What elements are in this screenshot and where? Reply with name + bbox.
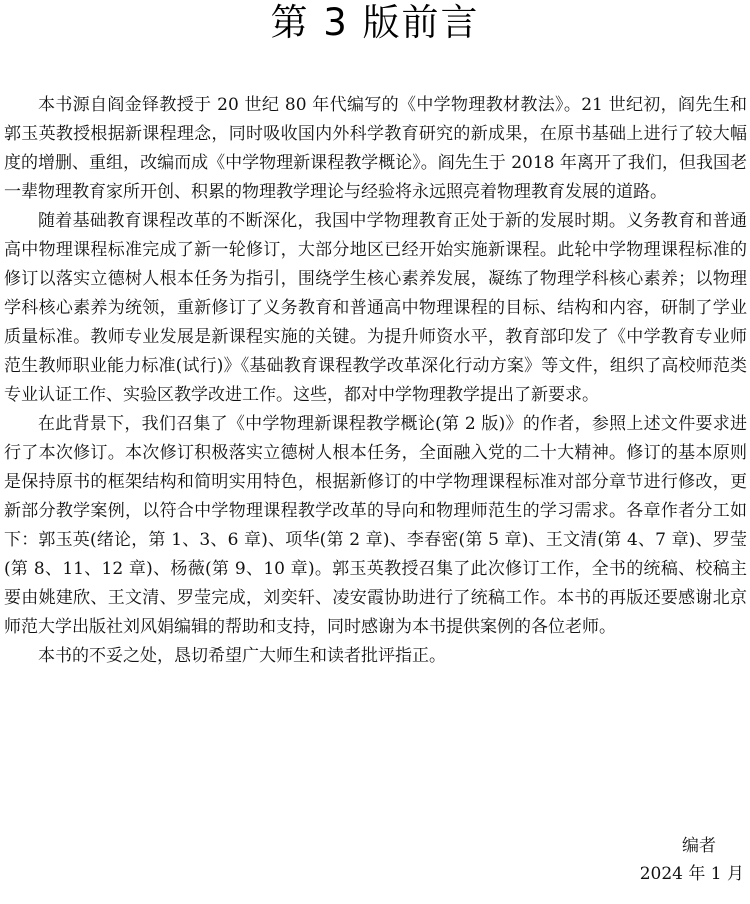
preface-body: [4, 91, 747, 671]
paragraph-1: 本书源自阎金铎教授于 20 世纪 80 年代编写的《中学物理教材教法》。21 世纪初，阎先生和郭玉英教授根据新课程理念，同时吸收国内外科学教育研究的新成果，在原书基础上进行了较大幅度的增删、重组，改编而成《中学物理新课程教学概论》。阎先生于 2018 年离开了我们，但我国老一辈物理教育家所开创、积累的物理教学理论与经验将永远照亮着物理教育发展的道路。: [4, 95, 747, 202]
paragraph-4: 本书的不妥之处，恳切希望广大师生和读者批评指正。: [38, 646, 446, 666]
signature-date: 2024 年 1 月: [639, 864, 744, 884]
paragraph-2: 随着基础教育课程改革的不断深化，我国中学物理教育正处于新的发展时期。义务教育和普通高中物理课程标准完成了新一轮修订，大部分地区已经开始实施新课程。此轮中学物理课程标准的修订以落实立德树人根本任务为指引，围绕学生核心素养发展，凝练了物理学科核心素养；以物理学科核心素养为统领，重新修订了义务教育和普通高中物理课程的目标、结构和内容，研制了学业质量标准。教师专业发展是新课程实施的关键。为提升师资水平，教育部印发了《中学教育专业师范生教师职业能力标准(试行)》《基础教育课程教学改革深化行动方案》等文件，组织了高校师范类专业认证工作、实验区教学改进工作。这些，都对中学物理教学提出了新要求。: [4, 211, 747, 405]
signature-block: [640, 832, 744, 888]
signature-author: 编者: [682, 836, 716, 856]
paragraph-3: 在此背景下，我们召集了《中学物理新课程教学概论(第 2 版)》的作者，参照上述文件要求进行了本次修订。本次修订积极落实立德树人根本任务，全面融入党的二十大精神。修订的基本原则是保持原书的框架结构和简明实用特色，根据新修订的中学物理课程标准对部分章节进行修改，更新部分教学案例，以符合中学物理课程教学改革的导向和物理师范生的学习需求。各章作者分工如下：郭玉英(绪论，第 1、3、6 章)、项华(第 2 章)、李春密(第 5 章)、王文清(第 4、7 章)、罗莹(第 8、11、12 章)、杨薇(第 9、10 章)。郭玉英教授召集了此次修订工作，全书的统稿、校稿主要由姚建欣、王文清、罗莹完成，刘奕轩、凌安霞协助进行了统稿工作。本书的再版还要感谢北京师范大学出版社刘风娟编辑的帮助和支持，同时感谢为本书提供案例的各位老师。: [4, 414, 747, 637]
page-title: 第 3 版前言: [270, 1, 480, 44]
